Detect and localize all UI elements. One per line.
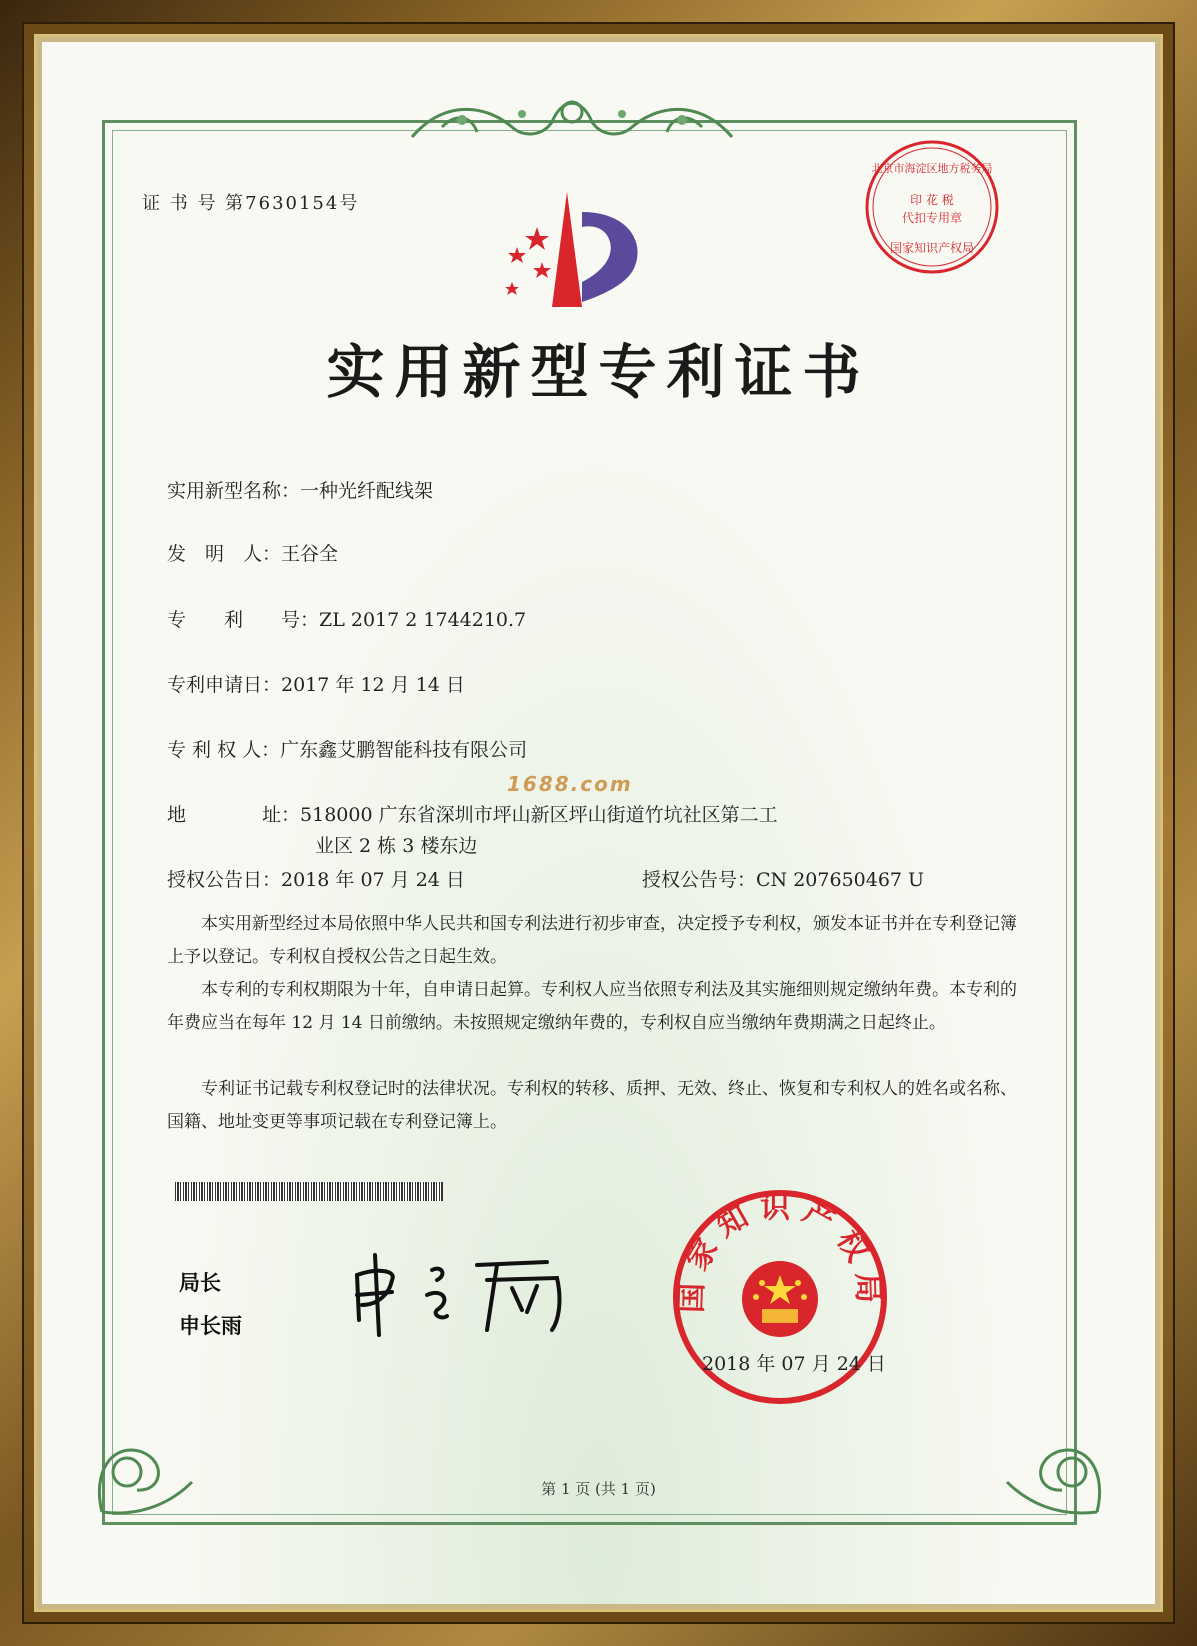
- director-signature-icon: [347, 1250, 577, 1340]
- field-announcement-number: [642, 865, 924, 892]
- tax-stamp-seal: [862, 137, 1002, 277]
- field-filing-date: [167, 670, 465, 697]
- field-patentee: [167, 735, 527, 762]
- certificate-number: 证 书 号 第7630154号: [142, 193, 360, 214]
- certificate-paper: [42, 42, 1155, 1604]
- tax-seal-bottom-text: 国家知识产权局: [889, 241, 975, 255]
- certificate-title: 实用新型专利证书: [326, 338, 871, 406]
- field-value: 王谷全: [281, 543, 339, 565]
- field-utility-model-name: [167, 476, 433, 503]
- field-announcement-date: [167, 865, 465, 892]
- bottom-left-ornament-icon: [82, 1372, 232, 1522]
- director-title: 局长: [179, 1271, 221, 1295]
- field-value: 一种光纤配线架: [300, 480, 434, 502]
- field-label: 专 利 权 人：: [167, 739, 281, 761]
- field-label: 发 明 人：: [167, 543, 282, 565]
- field-value: 2018 年 07 月 24 日: [281, 869, 465, 891]
- field-address: [167, 800, 778, 827]
- paragraph-2: 本专利的专利权期限为十年，自申请日起算。专利权人应当依照专利法及其实施细则规定缴纳年费。本专利的年费应当在每年 12 月 14 日前缴纳。未按照规定缴纳年费的，专利权自应当缴纳年费期满之日起终止。: [167, 980, 1017, 1033]
- tax-seal-ring-text: 北京市海淀区地方税务局: [871, 162, 993, 175]
- field-label: 地 址：: [167, 804, 301, 826]
- field-label: 实用新型名称：: [167, 480, 301, 502]
- field-label: 授权公告号：: [642, 869, 757, 891]
- patent-office-logo-icon: [482, 187, 652, 317]
- barcode: [175, 1182, 443, 1201]
- field-inventor: [167, 539, 338, 566]
- field-label: 专 利 号：: [167, 609, 320, 631]
- tax-seal-center-line1: 印 花 税: [910, 193, 954, 207]
- field-patent-number: [167, 605, 526, 632]
- tax-seal-center-line2: 代扣专用章: [901, 211, 963, 225]
- field-value: ZL 2017 2 1744210.7: [319, 609, 527, 631]
- bottom-right-ornament-icon: [967, 1372, 1117, 1522]
- paragraph-1: 本实用新型经过本局依照中华人民共和国专利法进行初步审查，决定授予专利权，颁发本证书并在专利登记簿上予以登记。专利权自授权公告之日起生效。: [167, 914, 1017, 967]
- field-address-line2: 业区 2 栋 3 楼东边: [315, 835, 478, 857]
- director-name: 申长雨: [179, 1314, 242, 1338]
- field-label: 授权公告日：: [167, 869, 282, 891]
- field-value: 广东鑫艾鹏智能科技有限公司: [280, 739, 528, 761]
- field-value: 2017 年 12 月 14 日: [281, 674, 465, 696]
- page-number: 第 1 页 (共 1 页): [541, 1480, 656, 1498]
- field-value: CN 207650467 U: [756, 869, 925, 891]
- watermark-text: 1688.com: [507, 772, 633, 796]
- paragraph-3: 专利证书记载专利权登记时的法律状况。专利权的转移、质押、无效、终止、恢复和专利权人的姓名或名称、国籍、地址变更等事项记载在专利登记簿上。: [167, 1079, 1017, 1132]
- field-value: 518000 广东省深圳市坪山新区坪山街道竹坑社区第二工: [300, 804, 778, 826]
- seal-date: 2018 年 07 月 24 日: [702, 1353, 886, 1375]
- seal-ring-text: 国家知识产权局: [674, 1190, 886, 1314]
- top-ornament-icon: [402, 82, 742, 152]
- field-label: 专利申请日：: [167, 674, 282, 696]
